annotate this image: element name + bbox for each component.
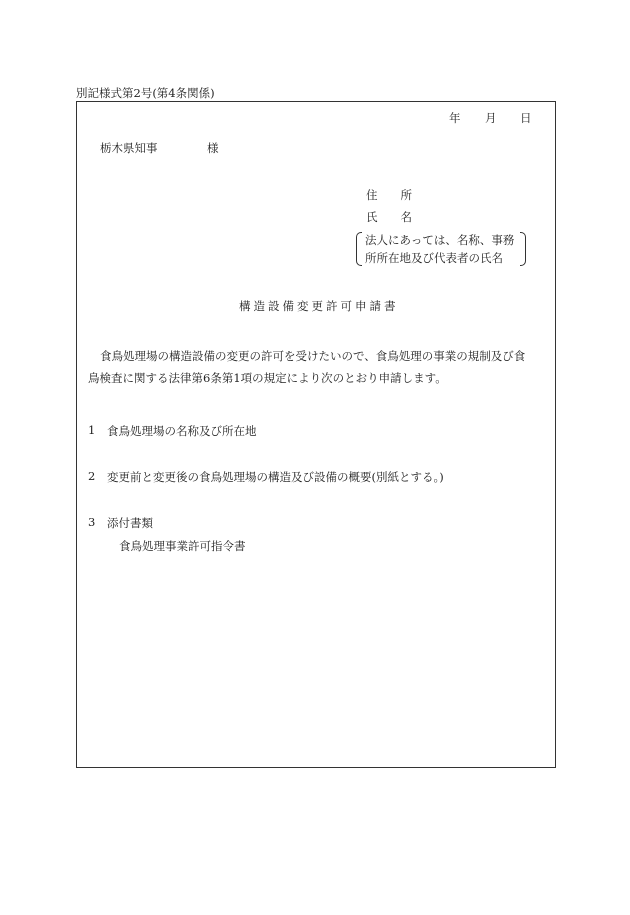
addressee-name: 栃木県知事 — [100, 141, 158, 155]
left-bracket — [356, 232, 362, 266]
applicant-name-label: 氏 名 — [366, 210, 412, 224]
document-title: 構造設備変更許可申請書 — [239, 299, 399, 313]
corporation-note-line2: 所所在地及び代表者の氏名 — [365, 251, 503, 265]
body-line-1: 食鳥処理場の構造設備の変更の許可を受けたいので、食鳥処理の事業の規制及び食 — [100, 349, 526, 363]
date-year: 年 — [449, 111, 461, 125]
addressee-honorific: 様 — [207, 141, 219, 155]
body-line-2: 鳥検査に関する法律第6条第1項の規定により次のとおり申請します。 — [88, 371, 447, 385]
corporation-note-line1: 法人にあっては、名称、事務 — [365, 233, 515, 247]
attachment-item: 食鳥処理事業許可指令書 — [119, 539, 246, 553]
item-2-text: 変更前と変更後の食鳥処理場の構造及び設備の概要(別紙とする。) — [107, 470, 444, 484]
item-1-number: 1 — [88, 423, 96, 437]
applicant-address-label: 住 所 — [366, 188, 412, 202]
date-day: 日 — [520, 111, 532, 125]
item-1-text: 食鳥処理場の名称及び所在地 — [107, 424, 257, 438]
item-2-number: 2 — [88, 469, 96, 483]
right-bracket — [520, 232, 526, 266]
item-3-text: 添付書類 — [107, 516, 153, 530]
item-3-number: 3 — [88, 515, 96, 529]
corporation-note — [356, 230, 526, 268]
form-label: 別記様式第2号(第4条関係) — [76, 86, 215, 100]
date-month: 月 — [485, 111, 497, 125]
